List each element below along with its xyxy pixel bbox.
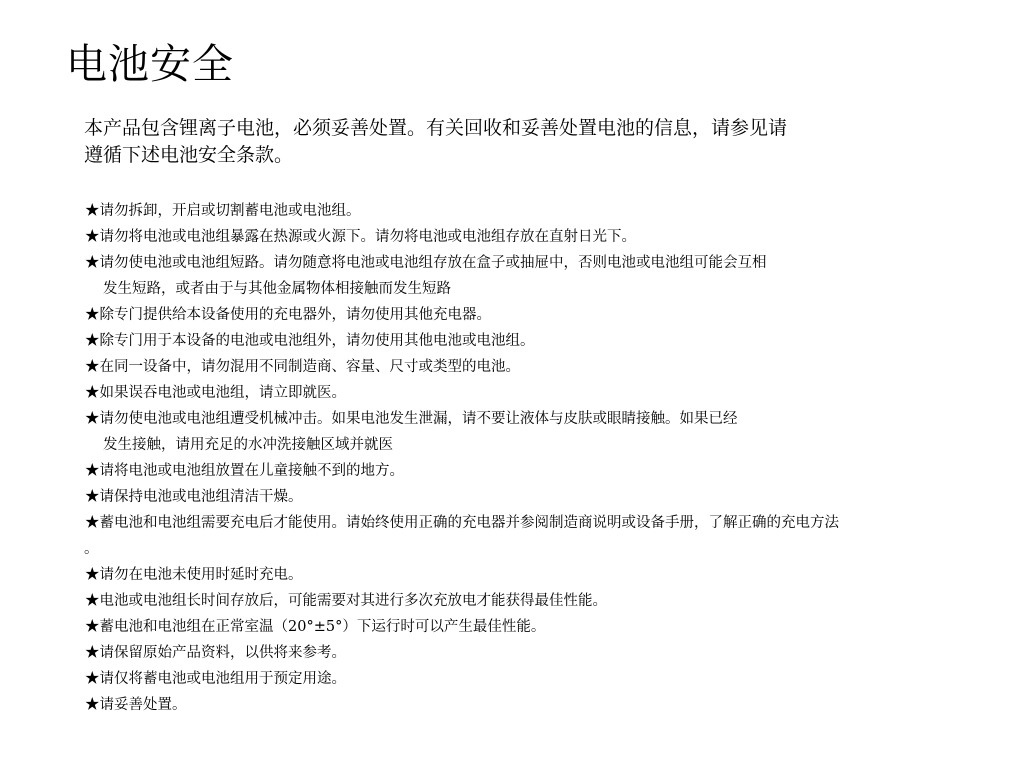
rule-item [85, 458, 985, 484]
rule-wrapped-punctuation: 。 [84, 541, 99, 557]
rule-text: ★请勿使电池或电池组遭受机械冲击。如果电池发生泄漏，请不要让液体与皮肤或眼睛接触。如果已经 [85, 411, 738, 427]
page-title: 电池安全 [66, 40, 234, 88]
rule-item [85, 302, 985, 328]
rule-continuation: 发生接触，请用充足的水冲洗接触区域并就医 [103, 437, 393, 453]
rule-text: ★蓄电池和电池组在正常室温（20°±5°）下运行时可以产生最佳性能。 [85, 619, 546, 635]
rule-text: ★电池或电池组长时间存放后，可能需要对其进行多次充放电才能获得最佳性能。 [85, 593, 607, 609]
rule-item [85, 406, 985, 458]
rule-text: ★请妥善处置。 [85, 697, 187, 713]
rule-item [85, 562, 985, 588]
rule-text: ★除专门提供给本设备使用的充电器外，请勿使用其他充电器。 [85, 307, 491, 323]
rule-text: ★请勿使电池或电池组短路。请勿随意将电池或电池组存放在盒子或抽屉中，否则电池或电池组可能会互相 [85, 255, 767, 271]
rule-text: ★蓄电池和电池组需要充电后才能使用。请始终使用正确的充电器并参阅制造商说明或设备手册，了解正确的充电方法 [85, 515, 839, 531]
intro-paragraph [84, 115, 984, 169]
rule-item [85, 224, 985, 250]
battery-safety-rules-list [85, 198, 985, 718]
rule-item [85, 328, 985, 354]
rule-item [85, 484, 985, 510]
rule-item [85, 588, 985, 614]
intro-line-1: 本产品包含锂离子电池，必须妥善处置。有关回收和妥善处置电池的信息，请参见请 [84, 117, 788, 139]
rule-text: ★请保留原始产品资料，以供将来参考。 [85, 645, 346, 661]
rule-text: ★请勿将电池或电池组暴露在热源或火源下。请勿将电池或电池组存放在直射日光下。 [85, 229, 636, 245]
rule-item [85, 510, 985, 562]
rule-item [85, 614, 985, 640]
rule-text: ★请保持电池或电池组清洁干燥。 [85, 489, 303, 505]
rule-text: ★请将电池或电池组放置在儿童接触不到的地方。 [85, 463, 404, 479]
rule-item [85, 640, 985, 666]
rule-item [85, 198, 985, 224]
rule-text: ★除专门用于本设备的电池或电池组外，请勿使用其他电池或电池组。 [85, 333, 535, 349]
rule-text: ★在同一设备中，请勿混用不同制造商、容量、尺寸或类型的电池。 [85, 359, 520, 375]
rule-text: ★请勿拆卸，开启或切割蓄电池或电池组。 [85, 203, 361, 219]
intro-line-2: 遵循下述电池安全条款。 [84, 144, 294, 166]
rule-text: ★如果误吞电池或电池组，请立即就医。 [85, 385, 346, 401]
rule-item [85, 692, 985, 718]
rule-item [85, 666, 985, 692]
rule-text: ★请勿在电池未使用时延时充电。 [85, 567, 303, 583]
rule-continuation: 发生短路，或者由于与其他金属物体相接触而发生短路 [103, 281, 451, 297]
rule-item [85, 250, 985, 302]
rule-item [85, 380, 985, 406]
rule-text: ★请仅将蓄电池或电池组用于预定用途。 [85, 671, 346, 687]
rule-item [85, 354, 985, 380]
